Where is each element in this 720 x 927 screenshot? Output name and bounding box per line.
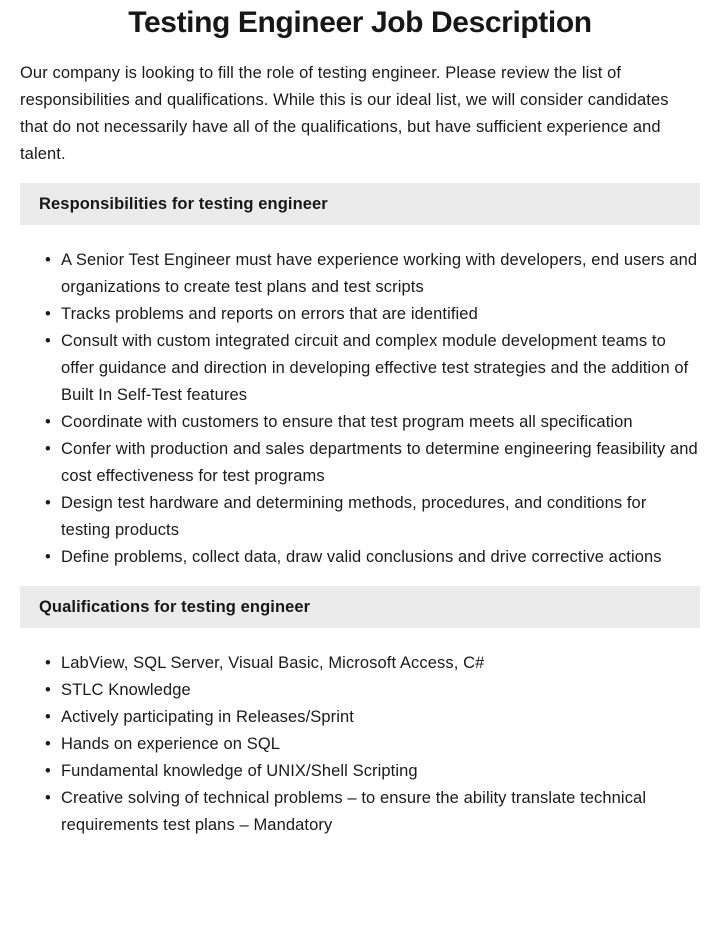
list-item: • Creative solving of technical problems – to ensure the ability translate technical requirements test plans – Mandatory [20,785,700,839]
list-item: • A Senior Test Engineer must have experience working with developers, end users and organizations to create test plans and test scripts [20,247,700,301]
section-heading-text: Qualifications for testing engineer [39,597,311,616]
intro-paragraph: Our company is looking to fill the role of testing engineer. Please review the list of responsibilities and qualifications. While this is our ideal list, we will consider candidates that do not necessarily have all of the qualifications, but have sufficient experience and talent. [20,64,669,163]
section-heading-text: Responsibilities for testing engineer [39,194,328,213]
list-item: • STLC Knowledge [20,677,700,704]
responsibilities-list [20,247,700,571]
list-item: • Fundamental knowledge of UNIX/Shell Scripting [20,758,700,785]
list-item: • Consult with custom integrated circuit and complex module development teams to offer guidance and direction in developing effective test strategies and the addition of Built In Self-Test features [20,328,700,409]
list-item: • Coordinate with customers to ensure that test program meets all specification [20,409,700,436]
list-item: • Confer with production and sales departments to determine engineering feasibility and cost effectiveness for test programs [20,436,700,490]
page-title: Testing Engineer Job Description [128,6,592,39]
section-header-qualifications [20,586,700,628]
list-item: • Actively participating in Releases/Sprint [20,704,700,731]
job-description-page [0,5,720,927]
list-item: • Tracks problems and reports on errors that are identified [20,301,700,328]
list-item: • LabView, SQL Server, Visual Basic, Microsoft Access, C# [20,650,700,677]
qualifications-list [20,650,700,839]
list-item: • Define problems, collect data, draw valid conclusions and drive corrective actions [20,544,700,571]
section-header-responsibilities [20,183,700,225]
list-item: • Design test hardware and determining methods, procedures, and conditions for testing products [20,490,700,544]
list-item: • Hands on experience on SQL [20,731,700,758]
